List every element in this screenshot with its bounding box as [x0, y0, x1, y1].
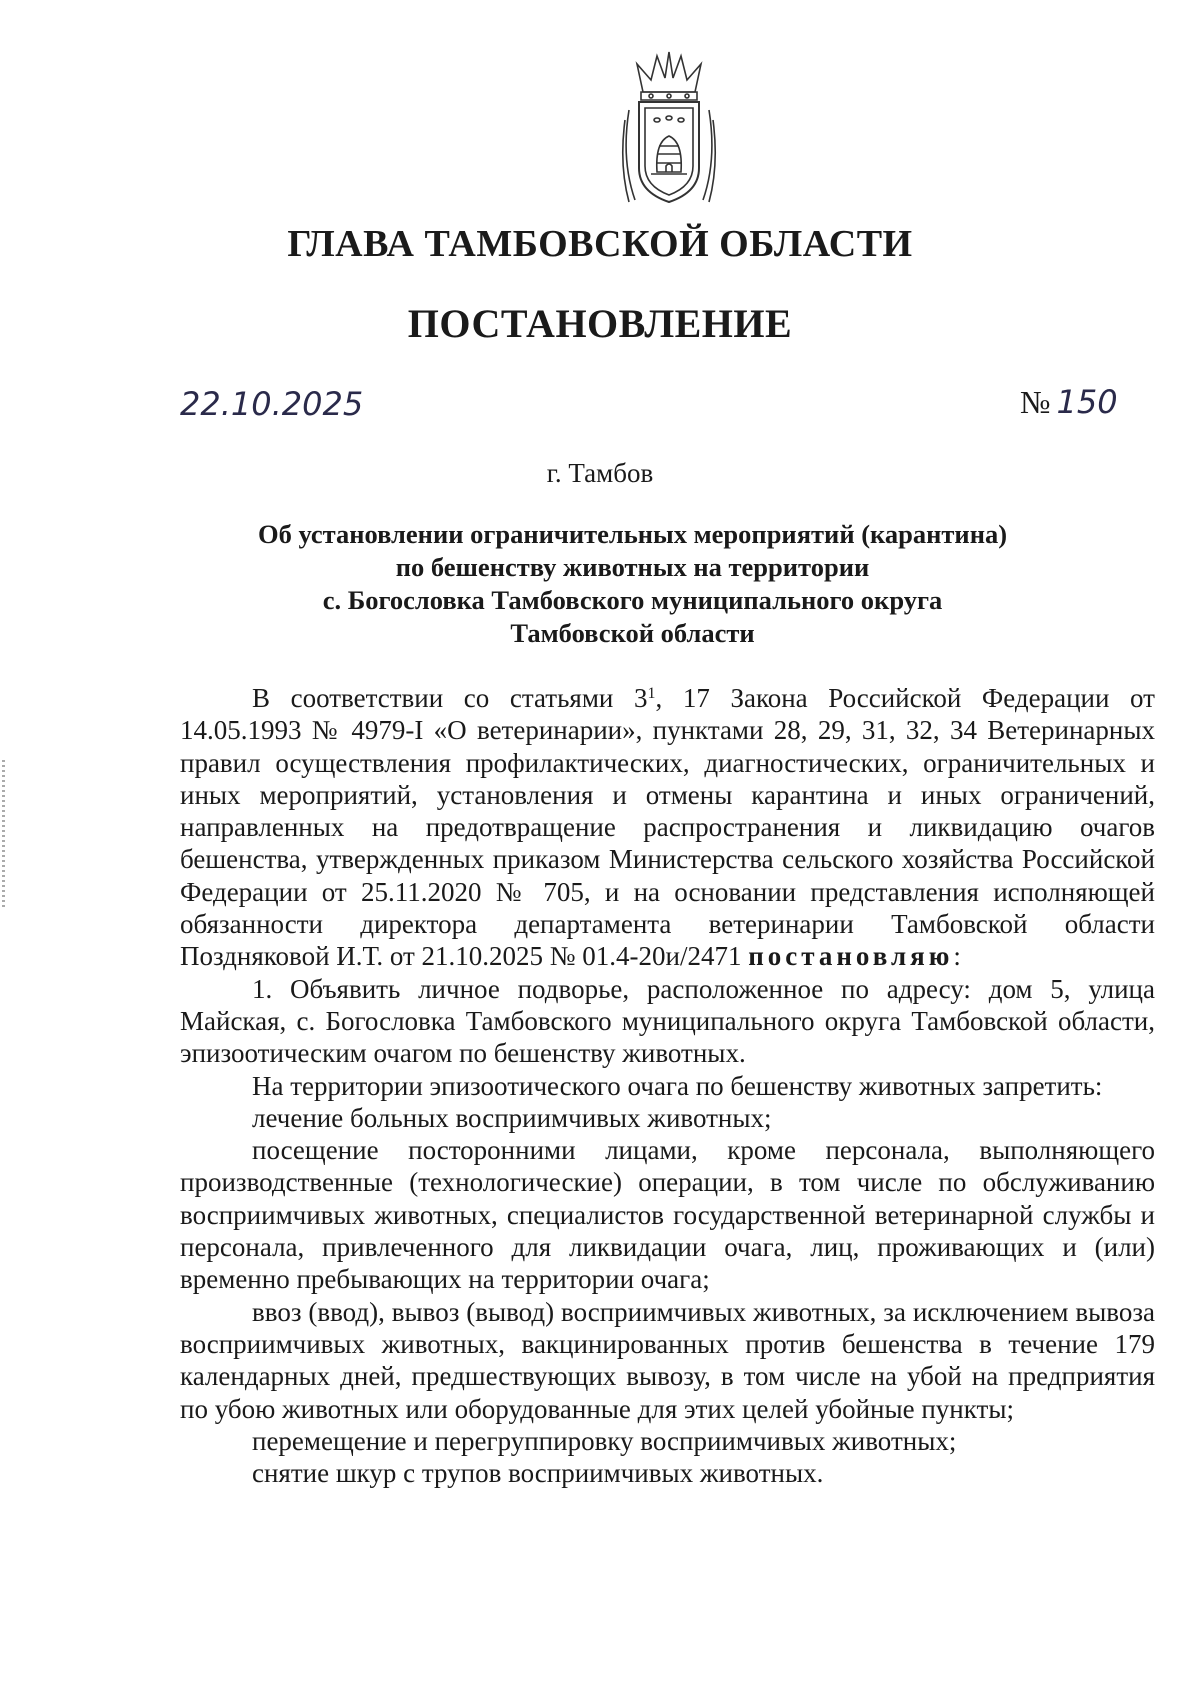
article-superscript: 1 — [647, 685, 656, 702]
title-line: по бешенству животных на территории — [395, 552, 870, 582]
clause-paragraph: перемещение и перегруппировку восприимчивых животных; — [252, 1425, 957, 1456]
title-line: Тамбовской области — [510, 618, 755, 648]
preamble-text: , 17 Закона Российской Федерации от 14.05.1993 № 4979-I «О ветеринарии», пунктами 28, 29, 31, 32, 34 Ветеринарных правил осуществления профилактических, диагностических, ограничительных и иных мероприятий, установления и отмены карантина и иных ограничений, направленных на предотвращение распространения и ликвидацию очагов бешенства, утвержденных приказом Министерства сельского хозяйства Российской Федерации от 25.11.2020 № 705, и на основании представления исполняющей обязанности директора департамента ветеринарии Тамбовской области Поздняковой И.Т. от 21.10.2025 № 01.4-20и/2471 — [180, 683, 1155, 972]
number-sign: № — [1020, 384, 1051, 420]
document-body — [180, 682, 1155, 1489]
scan-edge-mark — [2, 760, 5, 910]
preamble-paragraph — [180, 682, 1155, 973]
clause-paragraph: На территории эпизоотического очага по бешенству животных запретить: — [252, 1070, 1103, 1101]
document-type-heading: ПОСТАНОВЛЕНИЕ — [407, 301, 793, 346]
document-number — [1020, 383, 1118, 421]
authority-heading: ГЛАВА ТАМБОВСКОЙ ОБЛАСТИ — [287, 223, 913, 265]
clause-paragraph: 1. Объявить личное подворье, расположенное по адресу: дом 5, улица Майская, с. Богословка Тамбовского муниципального округа Тамбовской области, эпизоотическим очагом по бешенству животных. — [180, 973, 1155, 1069]
clause-paragraph: посещение посторонними лицами, кроме персонала, выполняющего производственные (технологические) операции, в том числе по обслуживанию восприимчивых животных, специалистов государственной ветеринарной службы и персонала, привлеченного для ликвидации очага, лиц, проживающих и (или) временно пребывающих на территории очага; — [180, 1135, 1155, 1295]
document-title — [200, 518, 1065, 650]
clause-paragraph: снятие шкур с трупов восприимчивых животных. — [252, 1458, 824, 1489]
title-line: Об установлении ограничительных мероприятий (карантина) — [257, 519, 1008, 549]
clause-paragraph: ввоз (ввод), вывоз (вывод) восприимчивых животных, за исключением вывоза восприимчивых животных, вакцинированных против бешенства в течение 179 календарных дней, предшествующих вывозу, в том числе на убой на предприятия по убою животных или оборудованные для этих целей убойные пункты; — [180, 1296, 1155, 1424]
preamble-text-start: В соответствии со статьями 3 — [252, 683, 648, 713]
handwritten-number: 150 — [1056, 383, 1118, 421]
resolve-word: постановляю — [748, 941, 954, 972]
title-line: с. Богословка Тамбовского муниципального округа — [322, 585, 943, 615]
clause-paragraph: лечение больных восприимчивых животных; — [252, 1102, 772, 1133]
tambov-coat-of-arms-icon — [615, 50, 723, 210]
preamble-colon: : — [953, 941, 961, 972]
city-line: г. Тамбов — [546, 458, 654, 488]
handwritten-date: 22.10.2025 — [180, 385, 364, 423]
